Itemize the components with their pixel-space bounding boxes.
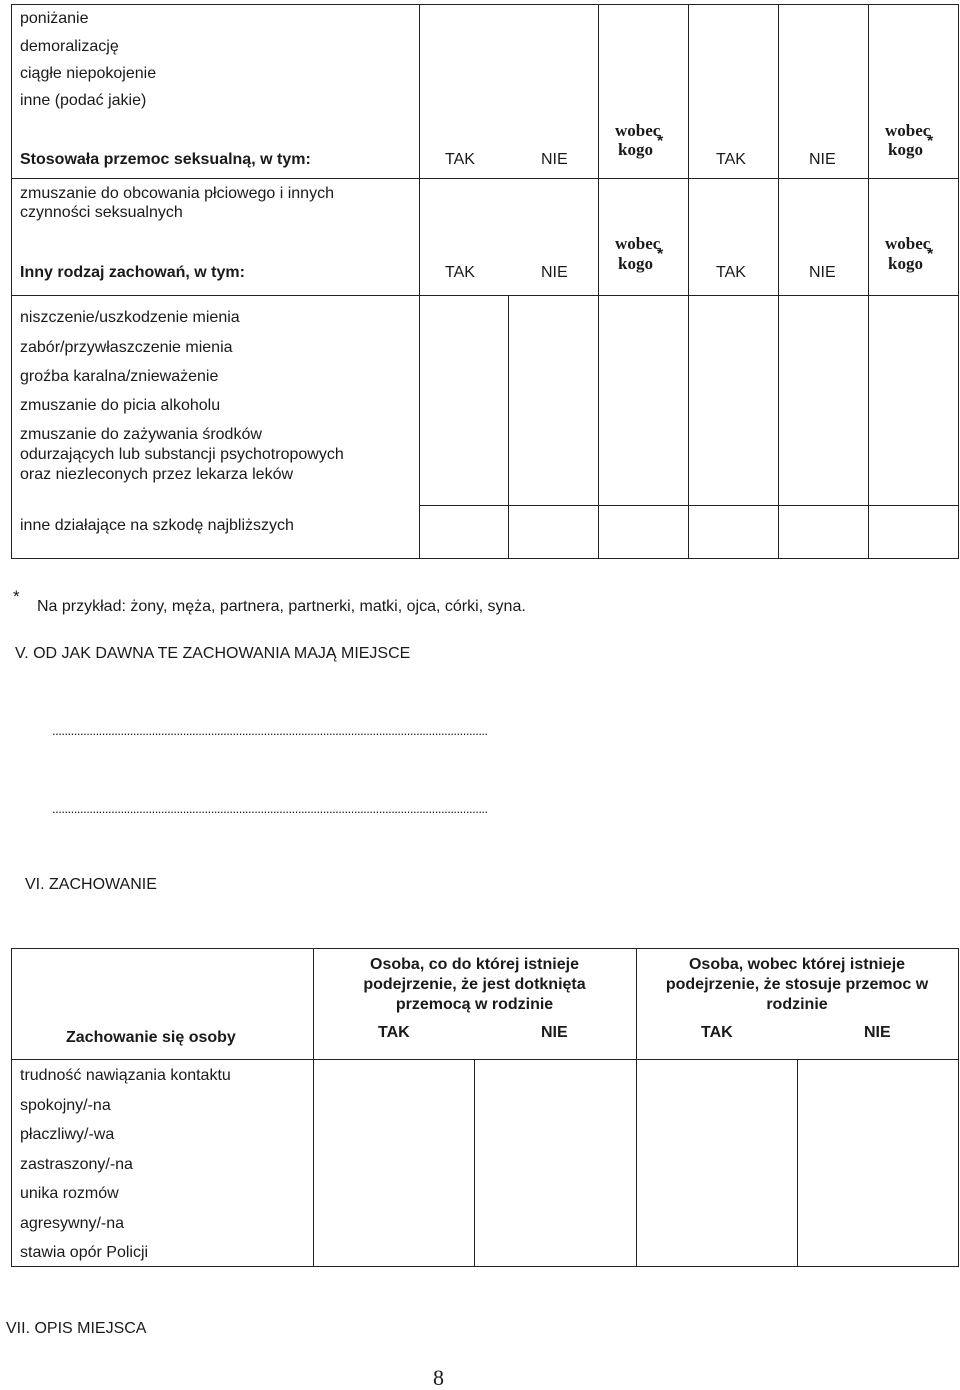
section-title: V. OD JAK DAWNA TE ZACHOWANIA MAJĄ MIEJSCE [15, 645, 411, 662]
footnote-star-icon: * [13, 587, 20, 606]
row-label: czynności seksualnych [20, 204, 183, 221]
row-header: Zachowanie się osoby [66, 1029, 236, 1046]
row-label: oraz niezleconych przez lekarza leków [20, 466, 294, 483]
row-label: zmuszanie do zażywania środków [20, 426, 262, 443]
kogo-label: kogo [618, 254, 653, 273]
tak-label: TAK [378, 1024, 410, 1041]
row-label: inne (podać jakie) [20, 92, 147, 109]
victim-column-header: przemocą w rodzinie [395, 996, 554, 1013]
footnote-star-icon: * [657, 133, 664, 150]
perpetrator-column-header: rodzinie [766, 996, 828, 1013]
kogo-label: kogo [888, 140, 923, 159]
nie-label: NIE [541, 1024, 568, 1041]
wobec-label: wobec [615, 234, 661, 253]
row-label: ciągłe niepokojenie [20, 65, 157, 82]
perpetrator-column-header: podejrzenie, że stosuje przemoc w [665, 976, 929, 993]
tak-label: TAK [716, 151, 746, 168]
row-label: stawia opór Policji [20, 1244, 149, 1261]
section-title: VI. ZACHOWANIE [25, 876, 157, 893]
kogo-label: kogo [888, 254, 923, 273]
wobec-label: wobec [885, 234, 931, 253]
perpetrator-column-header: Osoba, wobec której istnieje [688, 956, 906, 973]
page-number: 8 [433, 1365, 444, 1390]
other-behaviour-label: Inny rodzaj zachowań, w tym: [20, 264, 245, 281]
footnote-text: Na przykład: żony, męża, partnera, partnerki, matki, ojca, córki, syna. [37, 598, 526, 615]
footnote-star-icon: * [927, 133, 934, 150]
sexual-violence-label: Stosowała przemoc seksualną, w tym: [20, 151, 311, 168]
row-label: niszczenie/uszkodzenie mienia [20, 309, 240, 326]
tak-label: TAK [445, 151, 475, 168]
nie-label: NIE [809, 151, 836, 168]
row-label: groźba karalna/znieważenie [20, 368, 219, 385]
victim-column-header: Osoba, co do której istnieje [370, 956, 579, 973]
row-label: zmuszanie do obcowania płciowego i innych [20, 185, 334, 202]
victim-column-header: podejrzenie, że jest dotknięta [363, 976, 586, 993]
row-label: trudność nawiązania kontaktu [20, 1067, 231, 1084]
row-label: zmuszanie do picia alkoholu [20, 397, 221, 414]
kogo-label: kogo [618, 140, 653, 159]
footnote-star-icon: * [657, 246, 664, 263]
row-label: inne działające na szkodę najbliższych [20, 517, 294, 534]
row-label: odurzających lub substancji psychotropowych [20, 446, 344, 463]
row-label: demoralizację [20, 38, 119, 55]
section-title: VII. OPIS MIEJSCA [6, 1320, 147, 1337]
answer-line: ............................................................................................................................................ [52, 723, 488, 738]
row-label: płaczliwy/-wa [20, 1126, 115, 1143]
nie-label: NIE [864, 1024, 891, 1041]
tak-label: TAK [445, 264, 475, 281]
row-label: spokojny/-na [20, 1097, 111, 1114]
nie-label: NIE [809, 264, 836, 281]
tak-label: TAK [701, 1024, 733, 1041]
nie-label: NIE [541, 264, 568, 281]
wobec-label: wobec [615, 121, 661, 140]
nie-label: NIE [541, 151, 568, 168]
row-label: zabór/przywłaszczenie mienia [20, 339, 233, 356]
row-label: poniżanie [20, 10, 89, 27]
row-label: zastraszony/-na [20, 1156, 133, 1173]
footnote-star-icon: * [927, 246, 934, 263]
row-label: unika rozmów [20, 1185, 119, 1202]
answer-line: ............................................................................................................................................ [52, 801, 488, 816]
row-label: agresywny/-na [20, 1215, 125, 1232]
wobec-label: wobec [885, 121, 931, 140]
tak-label: TAK [716, 264, 746, 281]
